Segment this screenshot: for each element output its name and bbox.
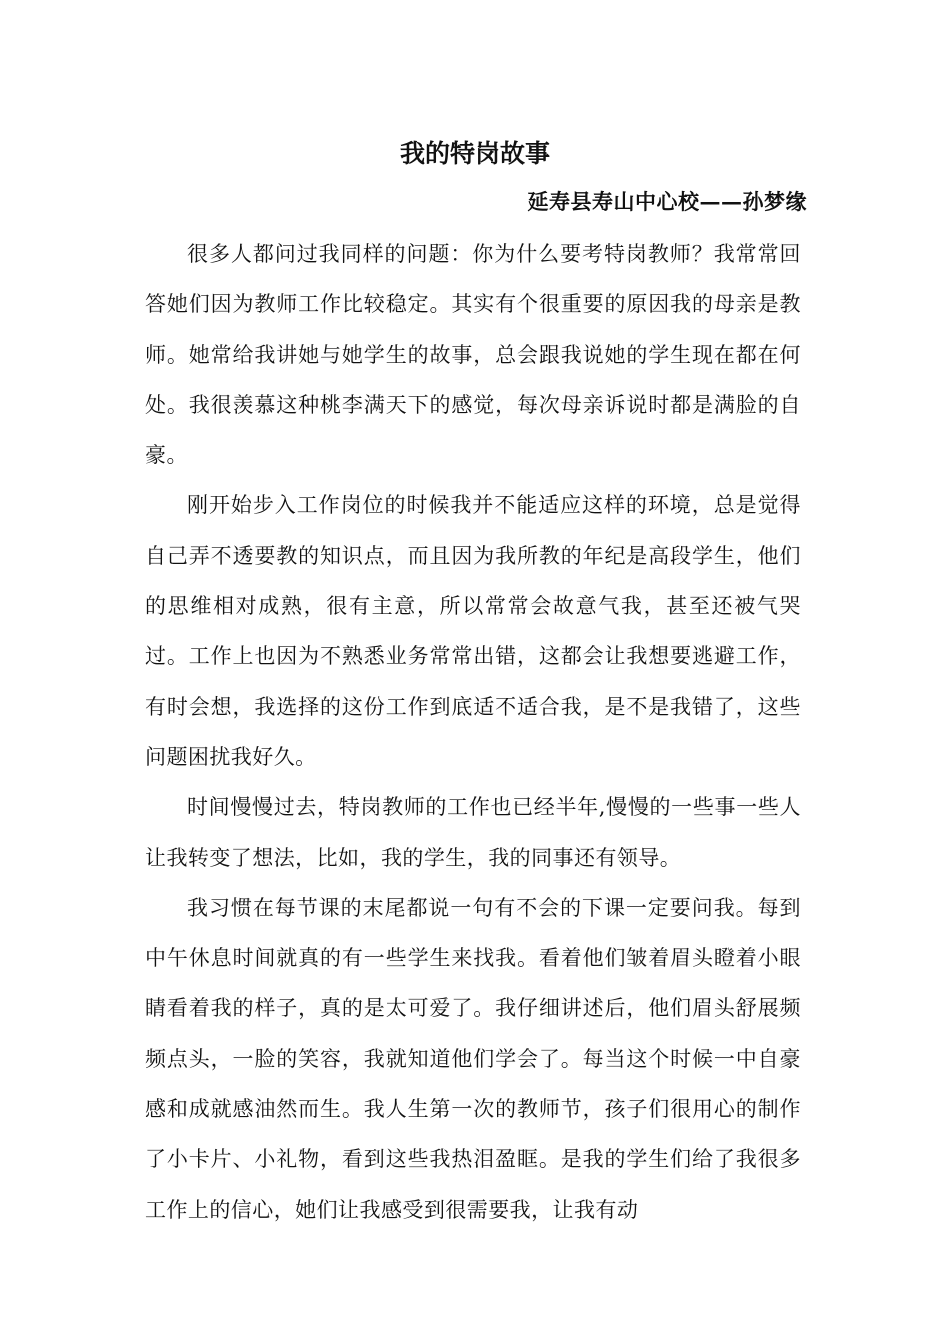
paragraph-4: 我习惯在每节课的末尾都说一句有不会的下课一定要问我。每到中午休息时间就真的有一些学生来找我。看着他们皱着眉头瞪着小眼睛看着我的样子，真的是太可爱了。我仔细讲述后，他们眉头舒展频频点头，一脸的笑容，我就知道他们学会了。每当这个时候一中自豪感和成就感油然而生。我人生第一次的教师节，孩子们很用心的制作了小卡片、小礼物，看到这些我热泪盈眶。是我的学生们给了我很多工作上的信心，她们让我感受到很需要我，让我有动 <box>145 895 801 1222</box>
paragraph-3: 时间慢慢过去，特岗教师的工作也已经半年,慢慢的一些事一些人让我转变了想法，比如，我的学生，我的同事还有领导。 <box>145 795 801 870</box>
paragraph-1: 很多人都问过我同样的问题：你为什么要考特岗教师？我常常回答她们因为教师工作比较稳定。其实有个很重要的原因我的母亲是教师。她常给我讲她与她学生的故事，总会跟我说她的学生现在都在何处。我很羡慕这种桃李满天下的感觉，每次母亲诉说时都是满脸的自豪。 <box>145 242 801 468</box>
author-line: 延寿县寿山中心校——孙梦缘 <box>527 189 807 214</box>
paragraph-2: 刚开始步入工作岗位的时候我并不能适应这样的环境，总是觉得自己弄不透要教的知识点，而且因为我所教的年纪是高段学生，他们的思维相对成熟，很有主意，所以常常会故意气我，甚至还被气哭过。工作上也因为不熟悉业务常常出错，这都会让我想要逃避工作，有时会想，我选择的这份工作到底适不适合我，是不是我错了，这些问题困扰我好久。 <box>145 493 801 769</box>
document-title: 我的特岗故事 <box>399 139 550 168</box>
document-body <box>145 229 801 1235</box>
